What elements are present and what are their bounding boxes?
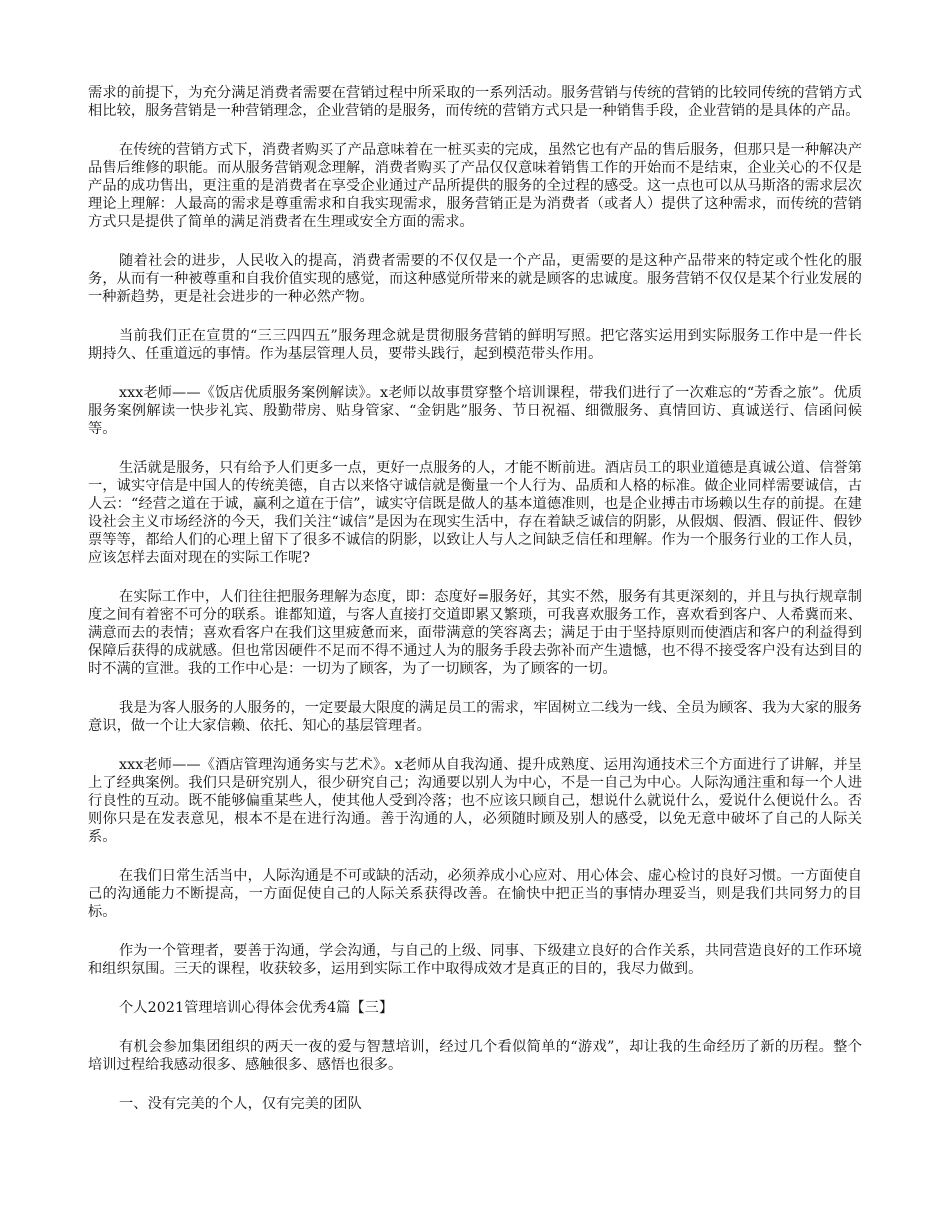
paragraph-1: 需求的前提下，为充分满足消费者需要在营销过程中所采取的一系列活动。服务营销与传统的营销的比较同传统的营销方式相比较，服务营销是一种营销理念，企业营销的是服务，而传统的营销方式只是一种销售手段，企业营销的是具体的产品。: [88, 85, 862, 119]
paragraph-4: 当前我们正在宣贯的“三三四四五”服务理念就是贯彻服务营销的鲜明写照。把它落实运用到实际服务工作中是一件长期持久、任重道远的事情。作为基层管理人员，要带头践行，起到模范带头作用。: [88, 328, 862, 362]
paragraph-6: 生活就是服务，只有给予人们更多一点，更好一点服务的人，才能不断前进。酒店员工的职业道德是真诚公道、信誉第一，诚实守信是中国人的传统美德，自古以来恪守诚信就是衡量一个人行为、品质和人格的标准。做企业同样需要诚信，古人云：“经营之道在于诚，赢利之道在于信”，诚实守信既是做人的基本道德准则，也是企业搏击市场赖以生存的前提。在建设社会主义市场经济的今天，我们关注“诚信”是因为在现实生活中，存在着缺乏诚信的阴影，从假烟、假酒、假证件、假钞票等等，都给人们的心理上留下了很多不诚信的阴影，以致让人与人之间缺乏信任和理解。作为一个服务行业的工作人员，应该怎样去面对现在的实际工作呢?: [88, 460, 862, 566]
paragraph-3: 随着社会的进步，人民收入的提高，消费者需要的不仅仅是一个产品，更需要的是这种产品带来的特定或个性化的服务，从而有一种被尊重和自我价值实现的感觉，而这种感觉所带来的就是顾客的忠诚度。服务营销不仅仅是某个行业发展的一种新趋势，更是社会进步的一种必然产物。: [88, 253, 862, 305]
subsection-heading: 一、没有完美的个人，仅有完美的团队: [119, 1096, 362, 1112]
paragraph-9: xxx老师——《酒店管理沟通务实与艺术》。x老师从自我沟通、提升成熟度、运用沟通技术三个方面进行了讲解，并呈上了经典案例。我们只是研究别人，很少研究自己；沟通要以别人为中心，不是一自己为中心。人际沟通注重和每一个人进行良性的互动。既不能够偏重某些人，使其他人受到冷落；也不应该只顾自己，想说什么就说什么，爱说什么便说什么。否则你只是在发表意见，根本不是在进行沟通。善于沟通的人，必须随时顾及别人的感受，以免无意中破坏了自己的人际关系。: [88, 757, 862, 845]
document-body: [88, 84, 862, 1134]
paragraph-8: 我是为客人服务的人服务的，一定要最大限度的满足员工的需求，牢固树立二线为一线、全员为顾客、我为大家的服务意识，做一个让大家信赖、依托、知心的基层管理者。: [88, 700, 862, 734]
paragraph-2: 在传统的营销方式下，消费者购买了产品意味着在一桩买卖的完成，虽然它也有产品的售后服务，但那只是一种解决产品售后维修的职能。而从服务营销观念理解，消费者购买了产品仅仅意味着销售工作的开始而不是结束，企业关心的不仅是产品的成功售出，更注重的是消费者在享受企业通过产品所提供的服务的全过程的感受。这一点也可以从马斯洛的需求层次理论上理解：人最高的需求是尊重需求和自我实现需求，服务营销正是为消费者（或者人）提供了这种需求，而传统的营销方式只是提供了简单的满足消费者在生理或安全方面的需求。: [88, 142, 862, 230]
paragraph-11: 作为一个管理者，要善于沟通，学会沟通，与自己的上级、同事、下级建立良好的合作关系，共同营造良好的工作环境和组织氛围。三天的课程，收获较多，运用到实际工作中取得成效才是真正的目的，我尽力做到。: [88, 943, 862, 977]
section-heading: 个人2021管理培训心得体会优秀4篇【三】: [119, 1000, 394, 1016]
paragraph-10: 在我们日常生活当中，人际沟通是不可或缺的活动，必须养成小心应对、用心体会、虚心检讨的良好习惯。一方面使自己的沟通能力不断提高，一方面促使自己的人际关系获得改善。在愉快中把正当的事情办理妥当，则是我们共同努力的目标。: [88, 868, 862, 920]
paragraph-5: xxx老师——《饭店优质服务案例解读》。x老师以故事贯穿整个培训课程，带我们进行了一次难忘的“芳香之旅”。优质服务案例解读一快步礼宾、殷勤带房、贴身管家、“金钥匙”服务、节日祝福、细微服务、真情回访、真诚送行、信函问候等。: [88, 385, 862, 437]
paragraph-7: 在实际工作中，人们往往把服务理解为态度，即：态度好=服务好，其实不然，服务有其更深刻的，并且与执行规章制度之间有着密不可分的联系。谁都知道，与客人直接打交道即累又繁琐，可我喜欢服务工作，喜欢看到客户、人希冀而来、满意而去的表情；喜欢看客户在我们这里疲惫而来，面带满意的笑容离去；满足于由于坚持原则而使酒店和客户的利益得到保障后获得的成就感。但也常因硬件不足而不得不通过人为的服务手段去弥补而产生遗憾，也不得不接受客户没有达到目的时不满的宣泄。我的工作中心是：一切为了顾客，为了一切顾客，为了顾客的一切。: [88, 589, 862, 677]
paragraph-12: 有机会参加集团组织的两天一夜的爱与智慧培训，经过几个看似简单的“游戏”，却让我的生命经历了新的历程。整个培训过程给我感动很多、感触很多、感悟也很多。: [88, 1039, 862, 1073]
